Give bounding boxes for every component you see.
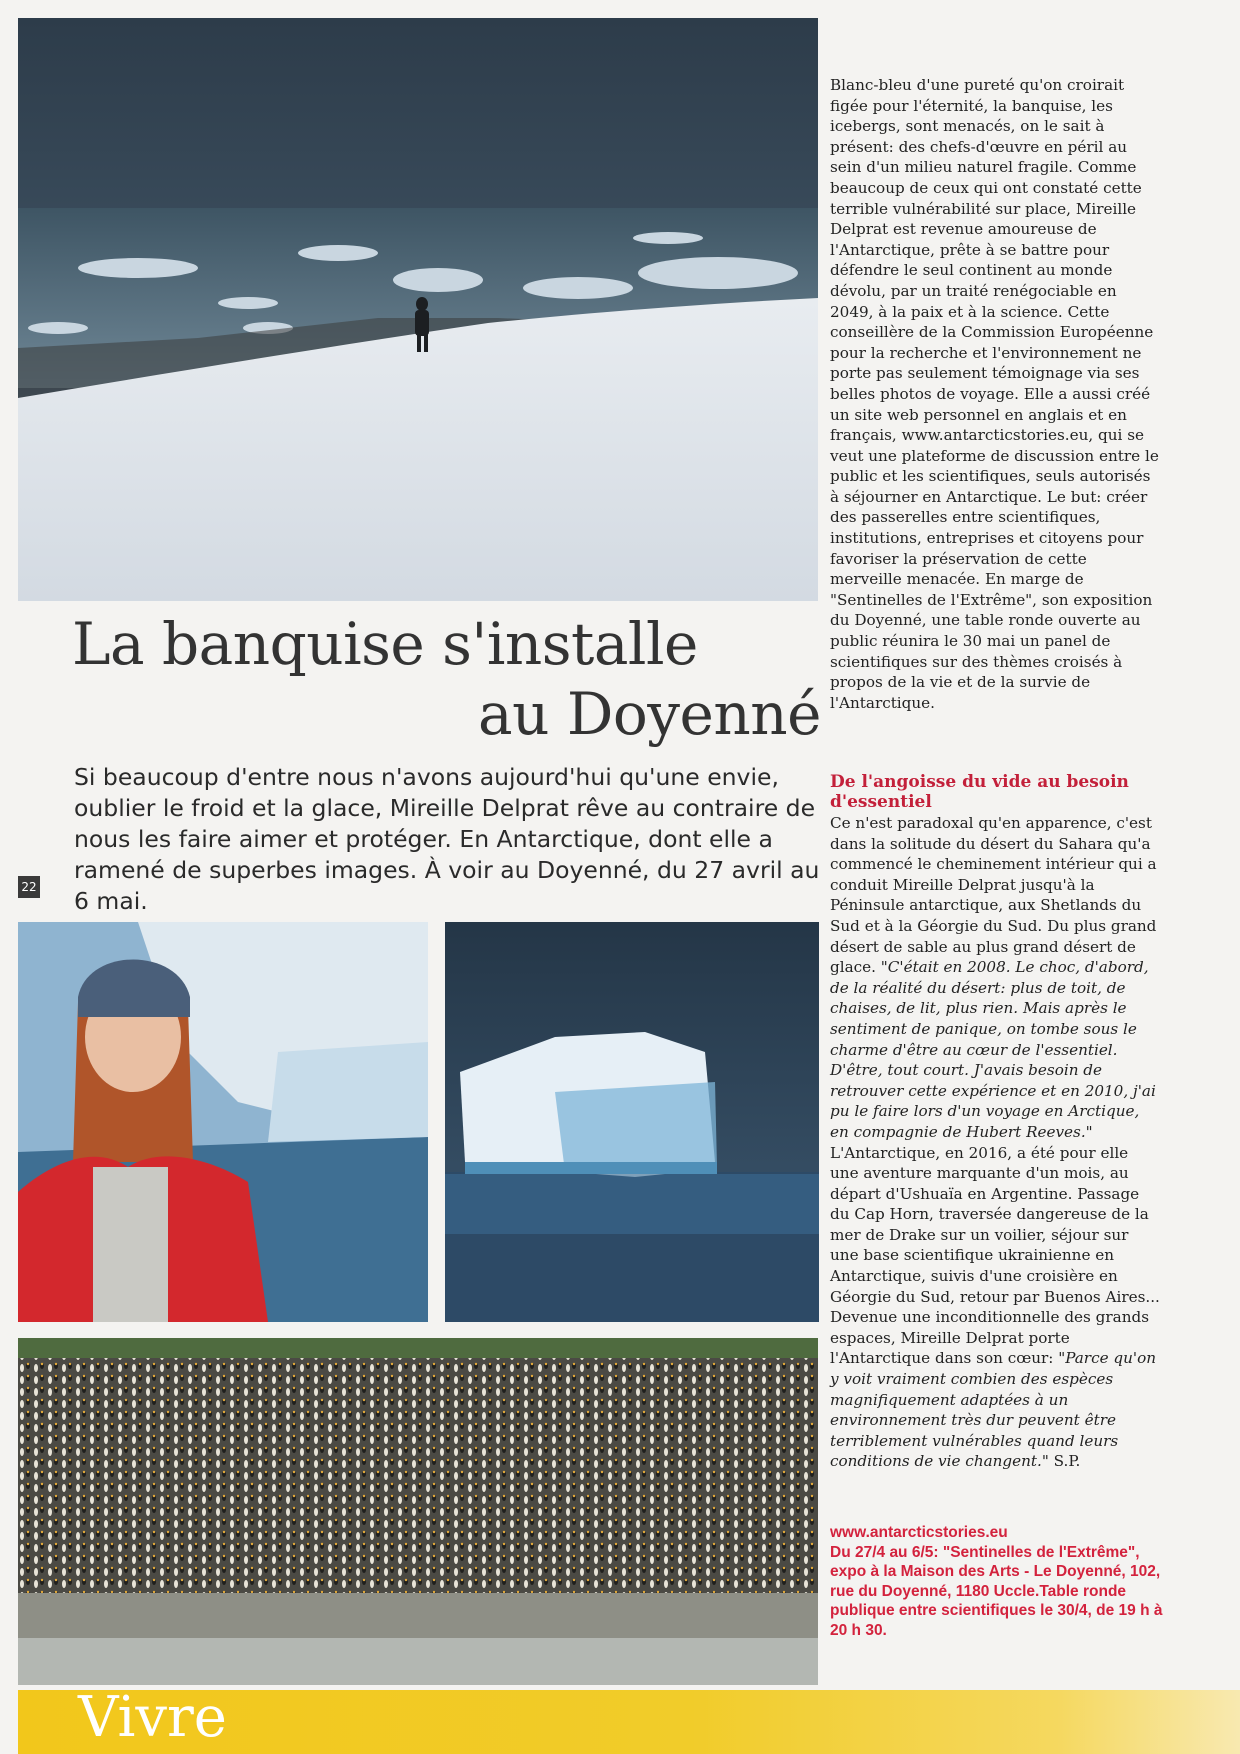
info-box	[830, 1523, 1170, 1640]
info-details: Du 27/4 au 6/5: "Sentinelles de l'Extrême", expo à la Maison des Arts - Le Doyenné, 102, rue du Doyenné, 1180 Uccle.Table ronde publique entre scientifiques le 30/4, de 19 h à 20 h 30.	[830, 1543, 1163, 1639]
subheading: De l'angoisse du vide au besoin d'essentiel	[830, 772, 1129, 812]
info-url: www.antarcticstories.eu	[830, 1524, 1008, 1541]
body-paragraph-1: Blanc-bleu d'une pureté qu'on croirait figée pour l'éternité, la banquise, les icebergs, sont menacés, on le sait à présent: des chefs-d'œuvre en péril au sein d'un milieu naturel fragile. Comme beaucoup de ceux qui ont constaté cette terrible vulnérabilité sur place, Mireille Delprat est revenue amoureuse de l'Antarctique, prête à se battre pour défendre le seul continent au monde dévolu, par un traité renégociable en 2049, à la paix et à la science. Cette conseillère de la Commission Européenne pour la recherche et l'environnement ne porte pas seulement témoignage via ses belles photos de voyage. Elle a aussi créé un site web personnel en anglais et en français, www.antarcticstories.eu, qui se veut une plateforme de discussion entre le public et les scientifiques, seuls autorisés à séjourner en Antarctique. Le but: créer des passerelles entre scientifiques, institutions, entreprises et citoyens pour favoriser la préservation de cette merveille menacée. En marge de "Sentinelles de l'Extrême", son exposition du Doyenné, une table ronde ouverte au public réunira le 30 mai un panel de scientifiques sur des thèmes croisés à propos de la vie et de la survie de l'Antarctique.	[830, 76, 1159, 712]
signature: S.P.	[1048, 1452, 1081, 1471]
section-label: Vivre	[78, 1685, 227, 1750]
photo-penguins	[18, 1338, 818, 1685]
photo-iceberg	[445, 922, 819, 1322]
headline-line-1: La banquise s'installe	[72, 610, 698, 678]
photo-portrait	[18, 922, 428, 1322]
body-column-1	[830, 75, 1160, 713]
body-paragraph-2: Ce n'est paradoxal qu'en apparence, c'est dans la solitude du désert du Sahara qu'a commencé le cheminement intérieur qui a conduit Mireille Delprat jusqu'à la Péninsule antarctique, aux Shetlands du Sud et à la Géorgie du Sud. Du plus grand désert de sable au plus grand désert de glace. "C'était en 2008. Le choc, d'abord, de la réalité du désert: plus de toit, de chaises, de lit, plus rien. Mais après le sentiment de panique, on tombe sous le charme d'être au cœur de l'essentiel. D'être, tout court. J'avais besoin de retrouver cette expérience et en 2010, j'ai pu le faire lors d'un voyage en Arctique, en compagnie de Hubert Reeves." L'Antarctique, en 2016, a été pour elle une aventure marquante d'un mois, au départ d'Ushuaïa en Argentine. Passage du Cap Horn, traversée dangereuse de la mer de Drake sur un voilier, séjour sur une base scientifique ukrainienne en Antarctique, suivis d'une croisière en Géorgie du Sud, retour par Buenos Aires... Devenue une inconditionnelle des grands espaces, Mireille Delprat porte l'Antarctique dans son cœur: "Parce qu'on y voit vraiment combien des espèces magnifiquement adaptées à un environnement très dur peuvent être terriblement vulnérables quand leurs conditions de vie changent." S.P.	[830, 814, 1160, 1471]
headline-line-2: au Doyenné	[478, 680, 821, 748]
photo-snowfield	[18, 18, 818, 601]
body-column-2	[830, 813, 1160, 1472]
standfirst: Si beaucoup d'entre nous n'avons aujourd'hui qu'une envie, oublier le froid et la glace, Mireille Delprat rêve au contraire de nous les faire aimer et protéger. En Antarctique, dont elle a ramené de superbes images. À voir au Doyenné, du 27 avril au 6 mai.	[74, 763, 820, 915]
quote-1: "C'était en 2008. Le choc, d'abord, de la réalité du désert: plus de toit, de chaises, de lit, plus rien. Mais après le sentiment de panique, on tombe sous le charme d'être au cœur de l'essentiel. D'être, tout court. J'avais besoin de retrouver cette expérience et en 2010, j'ai pu le faire lors d'un voyage en Arctique, en compagnie de Hubert Reeves."	[830, 958, 1156, 1141]
page-number: 22	[18, 876, 40, 898]
quote-2: "Parce qu'on y voit vraiment combien des espèces magnifiquement adaptées à un environnement très dur peuvent être terriblement vulnérables quand leurs conditions de vie changent."	[830, 1349, 1156, 1471]
